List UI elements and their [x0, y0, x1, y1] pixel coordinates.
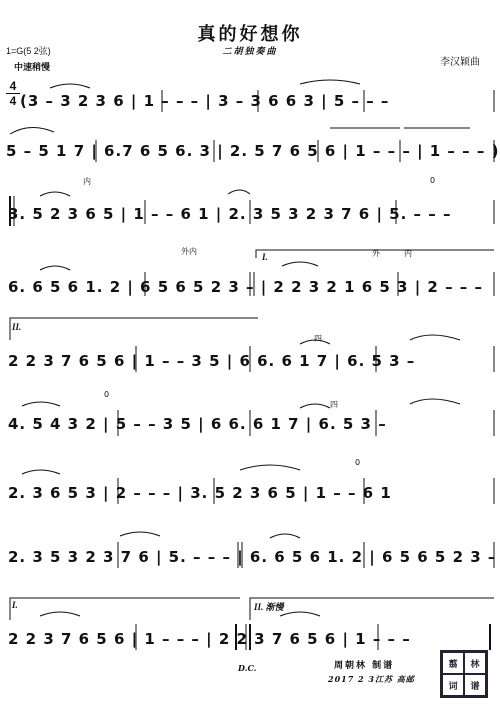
score-line-9: 2 2 3 7 6 5 6 | 1 – – – | 2 2 3 7 6 5 6 | 1 – – – [8, 630, 411, 648]
score-line-6: 4. 5 4 3 2 | 5 – – 3 5 | 6 6. 6 1 7 | 6. 5 3 – [8, 415, 387, 433]
tempo-marking: 中速稍慢 [14, 62, 51, 72]
time-signature-top: 4 [9, 79, 17, 93]
volta-2-label: II. [12, 322, 22, 332]
annotation-nei-2: 内 [404, 249, 412, 258]
score-line-8: 2. 3 5 3 2 3 7 6 | 5. – – – | 6. 6 5 6 1. 2 | 6 5 6 5 2 3 – [8, 548, 497, 566]
annotation-breath-2: 0 [104, 390, 110, 399]
da-capo-marking: D.C. [238, 663, 257, 673]
composer: 李汉颖曲 [440, 57, 480, 68]
annotation-wai: 外 [372, 249, 380, 258]
score-line-7: 2. 3 6 5 3 | 2 – – – | 3. 5 2 3 6 5 | 1 – – 6 1 [8, 484, 392, 502]
score-maker: 周朝林 制谱 [334, 661, 395, 671]
score-date: 2017 2 3江苏 高邮 [328, 674, 415, 684]
volta-1-label: I. [262, 252, 268, 262]
time-signature-bottom: 4 [9, 94, 17, 108]
score-line-3: 3. 5 2 3 6 5 | 1 – – 6 1 | 2. 3 5 3 2 3 7 6 | 5. – – – [8, 205, 452, 223]
annotation-breath-3: 0 [355, 458, 361, 467]
seal-stamp [440, 650, 488, 698]
volta-1-label-end: I. [12, 600, 18, 610]
score-line-5: 2 2 3 7 6 5 6 | 1 – – 3 5 | 6 6. 6 1 7 | 6. 5 3 – [8, 352, 416, 370]
seal-char-3: 词 [442, 674, 464, 696]
score-line-4: 6. 6 5 6 1. 2 | 6 5 6 5 2 3 – | 2 2 3 2 1 6 5 3 | 2 – – – [8, 278, 484, 296]
score-line-1: (3 – 3 2 3 6 | 1 – – – | 3 – 3 6 6 3 | 5 – – – [20, 92, 390, 110]
annotation-wai-nei: 外内 [181, 247, 197, 256]
annotation-nei: 内 [83, 177, 91, 186]
song-title: 真的好想你 [197, 24, 303, 45]
seal-char-2: 林 [464, 652, 486, 674]
annotation-breath: 0 [430, 176, 436, 185]
volta-2-label-end: II. 渐慢 [254, 602, 284, 612]
score-line-2: 5 – 5 1 7 | 6.7 6 5 6. 3 | 2. 5 7 6 5 6 | 1 – – – | 1 – – – ) [6, 142, 500, 160]
annotation-si: 四 [314, 334, 322, 343]
seal-char-1: 翦 [442, 652, 464, 674]
seal-char-4: 谱 [464, 674, 486, 696]
annotation-si-2: 四 [330, 400, 338, 409]
song-subtitle: 二胡独奏曲 [222, 47, 278, 57]
key-signature: 1=G(5 2弦) [6, 46, 51, 56]
